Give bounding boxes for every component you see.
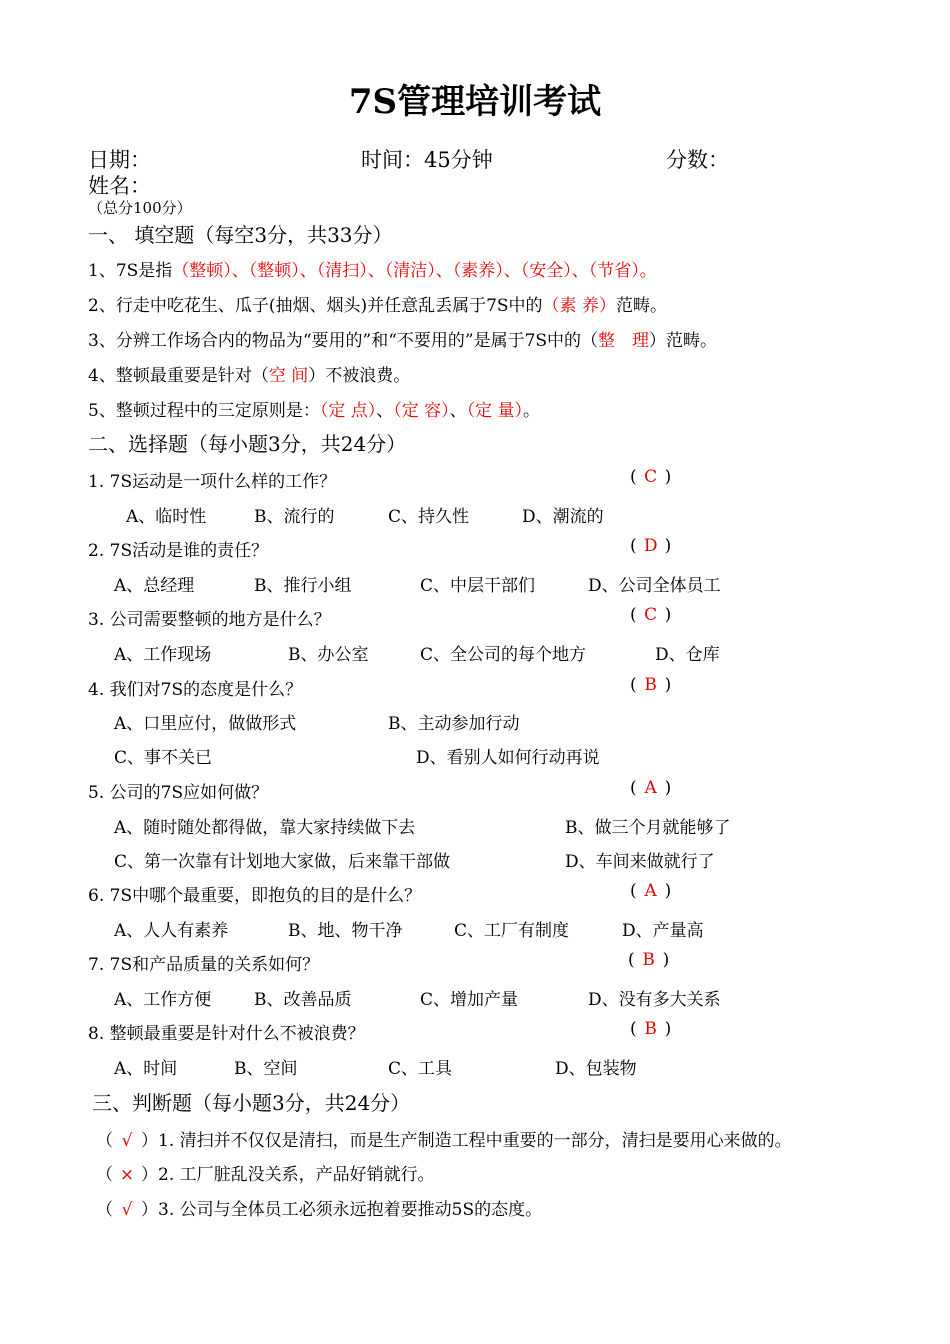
choice-question-3: 3. 公司需要整顿的地方是什么？ (88, 610, 331, 630)
option: D、包装物 (555, 1059, 637, 1079)
page-title: 7S管理培训考试 (348, 82, 602, 122)
option: C、持久性 (388, 507, 470, 527)
answer-letter: C (644, 467, 658, 487)
option: B、空间 (234, 1059, 298, 1079)
option: A、总经理 (114, 576, 195, 596)
choice-answer-3: ( C ) (630, 605, 672, 625)
choice-answer-1: ( C ) (630, 467, 672, 487)
score-label: 分数： (666, 148, 729, 172)
option: D、产量高 (622, 921, 704, 941)
answer-text: （定 量） (466, 401, 524, 421)
choice-question-2: 2. 7S活动是谁的责任？ (88, 541, 269, 561)
question-suffix: ）不被浪费。 (308, 366, 411, 386)
answer-text: （素 养） (542, 296, 616, 316)
option: C、全公司的每个地方 (420, 645, 587, 665)
choice-question-7: 7. 7S和产品质量的关系如何？ (88, 955, 320, 975)
choice-answer-4: ( B ) (630, 675, 672, 695)
section2-heading: 二、选择题（每小题3分，共24分） (88, 432, 407, 456)
choice-answer-8: ( B ) (630, 1019, 672, 1039)
answer-text: 空 间 (268, 366, 309, 386)
answer-text: （定 点） (319, 401, 377, 421)
judge-item-2: （ × ）2. 工厂脏乱没关系，产品好销就行。 (96, 1165, 435, 1185)
choice-answer-6: ( A ) (630, 881, 672, 901)
choice-answer-5: ( A ) (630, 778, 672, 798)
question-text: 3、分辨工作场合内的物品为“要用的”和“不要用的”是属于7S中的（ (88, 331, 599, 351)
option: D、仓库 (655, 645, 720, 665)
section1-heading: 一、 填空题（每空3分，共33分） (88, 223, 393, 247)
option: B、流行的 (254, 507, 335, 527)
option: C、中层干部们 (420, 576, 536, 596)
judge-text: ）3. 公司与全体员工必须永远抱着要推动5S的态度。 (141, 1200, 543, 1220)
choice-answer-7: ( B ) (628, 950, 670, 970)
option: A、时间 (114, 1059, 178, 1079)
judge-mark: √ (121, 1200, 133, 1220)
fill-question-1 (88, 256, 657, 281)
choice-question-5: 5. 公司的7S应如何做？ (88, 783, 269, 803)
option: B、主动参加行动 (388, 714, 520, 734)
question-suffix: 范畴。 (615, 296, 667, 316)
time-label: 时间：45分钟 (361, 148, 493, 172)
option: D、看别人如何行动再说 (416, 748, 600, 768)
option: A、人人有素养 (114, 921, 229, 941)
date-label: 日期： (88, 148, 151, 172)
judge-mark: √ (121, 1131, 133, 1151)
option: C、工具 (388, 1059, 453, 1079)
option: B、改善品质 (254, 990, 352, 1010)
option: B、地、物干净 (288, 921, 403, 941)
judge-text: ）2. 工厂脏乱没关系，产品好销就行。 (141, 1165, 435, 1185)
option: B、做三个月就能够了 (565, 818, 731, 838)
answer-text: 整 理 (598, 331, 650, 351)
name-label: 姓名： (88, 174, 151, 198)
option: D、公司全体员工 (588, 576, 721, 596)
option: D、车间来做就行了 (565, 852, 715, 872)
fill-question-5 (88, 396, 540, 421)
answer-letter: B (642, 950, 655, 970)
option: C、增加产量 (420, 990, 519, 1010)
option: C、第一次靠有计划地大家做，后来靠干部做 (114, 852, 451, 872)
option: A、工作方便 (114, 990, 212, 1010)
answer-text: （定 容） (393, 401, 450, 421)
choice-question-4: 4. 我们对7S的态度是什么？ (88, 680, 303, 700)
choice-question-1: 1. 7S运动是一项什么样的工作？ (88, 472, 337, 492)
option: C、事不关已 (114, 748, 213, 768)
judge-mark: × (119, 1165, 135, 1185)
option: C、工厂有制度 (454, 921, 570, 941)
judge-item-1: （ √ ）1. 清扫并不仅仅是清扫，而是生产制造工程中重要的一部分，清扫是要用心来做的。 (96, 1131, 792, 1151)
question-text: 5、整顿过程中的三定原则是： (88, 401, 320, 421)
answer-letter: A (644, 881, 657, 901)
fill-question-4 (88, 361, 410, 386)
question-text: 1、7S是指 (88, 261, 173, 281)
separator: 、 (449, 401, 467, 421)
answer-letter: B (644, 675, 657, 695)
option: B、推行小组 (254, 576, 352, 596)
answer-letter: A (644, 778, 657, 798)
choice-question-6: 6. 7S中哪个最重要，即抱负的目的是什么？ (88, 886, 422, 906)
separator: 、 (376, 401, 394, 421)
fill-question-3 (88, 326, 717, 351)
judge-item-3: （ √ ）3. 公司与全体员工必须永远抱着要推动5S的态度。 (96, 1200, 543, 1220)
option: A、口里应付，做做形式 (114, 714, 297, 734)
answer-letter: B (644, 1019, 657, 1039)
question-suffix: 。 (523, 401, 541, 421)
answer-letter: C (644, 605, 658, 625)
option: A、临时性 (126, 507, 207, 527)
option: A、随时随处都得做，靠大家持续做下去 (114, 818, 416, 838)
total-score-note: （总分100分） (88, 199, 192, 217)
choice-question-8: 8. 整顿最重要是针对什么不被浪费？ (88, 1024, 365, 1044)
question-text: 4、整顿最重要是针对（ (88, 366, 269, 386)
question-text: 2、行走中吃花生、瓜子(抽烟、烟头)并任意乱丢属于7S中的 (88, 296, 543, 316)
section3-heading: 三、判断题（每小题3分，共24分） (92, 1091, 411, 1115)
question-suffix: ）范畴。 (649, 331, 718, 351)
answer-text: （整顿）、（整顿）、（清扫）、（清洁）、（素养）、（安全）、（节省）。 (172, 261, 657, 281)
option: B、办公室 (288, 645, 369, 665)
choice-answer-2: ( D ) (630, 536, 672, 556)
option: D、潮流的 (522, 507, 604, 527)
option: A、工作现场 (114, 645, 212, 665)
fill-question-2 (88, 291, 667, 316)
judge-text: ）1. 清扫并不仅仅是清扫，而是生产制造工程中重要的一部分，清扫是要用心来做的。 (141, 1131, 792, 1151)
answer-letter: D (643, 536, 658, 556)
option: D、没有多大关系 (588, 990, 721, 1010)
